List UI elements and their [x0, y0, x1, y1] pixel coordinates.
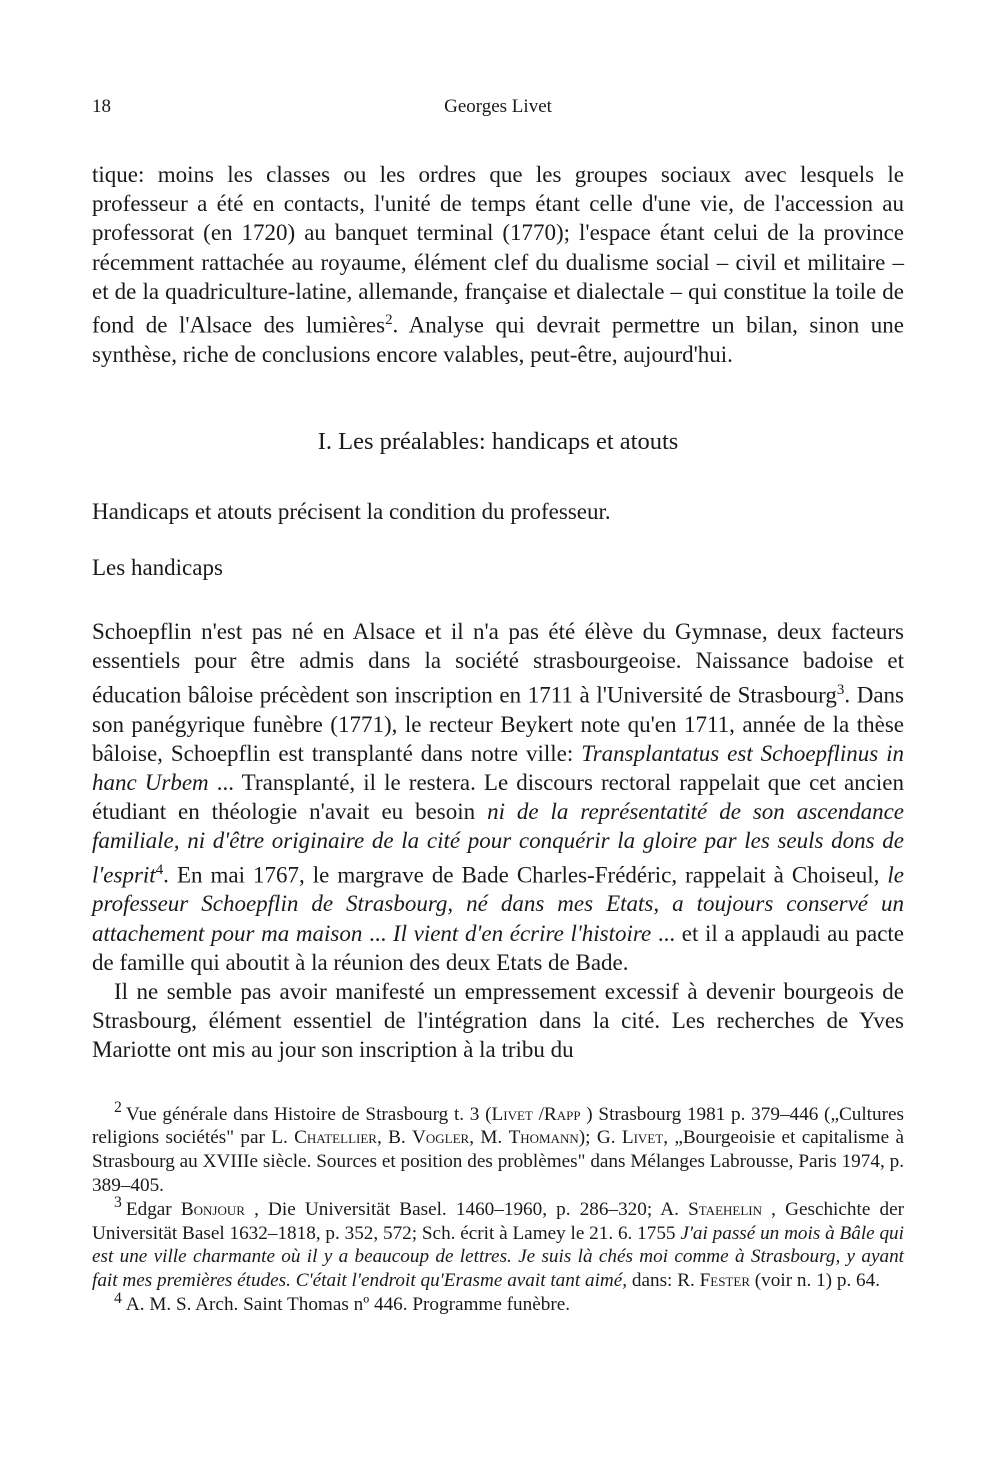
- fn3-quote: J'ai passé un mois à Bâle qui est une ville charmante où il y a beaucoup de lettres. Je suis là chés moi comme à Strasbourg, y ayant fait mes premières études. C'était l'endroit qu'Erasme avait tant aimé,: [92, 1222, 904, 1292]
- footnote-ref-4: 4: [155, 861, 164, 878]
- p1-quote-3: le professeur Schoepflin de Strasbourg, né dans mes Etats, a toujours conservé un attachement pour ma maison: [92, 862, 904, 946]
- p1-quote-2: ni de la représentatité de son ascendance familiale, ni d'être originaire de la cité pour conquérir la gloire par les seuls dons de l'esprit: [92, 799, 904, 888]
- footnotes: [92, 1099, 904, 1317]
- running-header: [92, 96, 904, 126]
- author-name: Fester: [699, 1270, 750, 1292]
- footnote-number-4: 4: [114, 1289, 122, 1307]
- fn3-text: Edgar: [125, 1198, 181, 1220]
- subheading-handicaps: Les handicaps: [92, 555, 223, 581]
- author-name: Rapp: [543, 1103, 581, 1125]
- p1-text-c: ... Transplanté, il le restera. Le discours rectoral rappelait que cet ancien étudiant en théologie n'avait eu besoin: [92, 769, 904, 825]
- p1-text-d: . En mai 1767, le margrave de Bade Charles-Frédéric, rappelait à Choiseul,: [163, 862, 888, 888]
- fn3-text: , Geschichte der Universität Basel 1632–1818, p. 352, 572; Sch. écrit à Lamey le 21. 6. 1755: [92, 1198, 904, 1244]
- footnote-2: [92, 1099, 904, 1198]
- intro-text: tique: moins les classes ou les ordres que les groupes sociaux avec lesquels le professeur a été en contacts, l'unité de temps étant celle d'une vie, de l'accession au professorat (en 1720) au banquet terminal (1770); l'espace étant celui de la province récemment rattachée au royaume, élément clef du dualisme social – civil et militaire – et de la quadriculture-latine, allemande, française et dialectale – qui constitue la toile de fond de l'Alsace des lumières: [92, 162, 904, 338]
- p1-text-f: ... et il a applaudi au pacte de famille qui aboutit à la réunion des deux Etats de Bade.: [92, 920, 905, 975]
- body-text: [92, 160, 904, 1065]
- p1-text-b: . Dans son panégyrique funèbre (1771), le recteur Beykert note qu'en 1711, année de la thèse bâloise, Schoepflin est transplanté dans notre ville:: [92, 682, 904, 766]
- footnote-ref-2: 2: [385, 312, 393, 329]
- p1-text-a: Schoepflin n'est pas né en Alsace et il n'a pas été élève du Gymnase, deux facteurs essentiels pour être admis dans la société strasbourgeoise. Naissance badoise et éducation bâloise précèdent son inscription en 1711 à l'Université de Strasbourg: [92, 619, 904, 708]
- footnote-3: [92, 1194, 904, 1293]
- fn2-text: Vue générale dans Histoire de Strasbourg t. 3 (: [125, 1103, 492, 1125]
- fn2-text: /: [532, 1103, 544, 1125]
- page-number: 18: [92, 96, 111, 117]
- footnote-ref-3: 3: [836, 681, 845, 698]
- running-title: Georges Livet: [444, 96, 552, 117]
- fn3-text: , Die Universität Basel. 1460–1960, p. 286–320; A.: [244, 1198, 689, 1220]
- paragraph-schoepflin: [92, 617, 904, 977]
- p1-quote-1: Transplantatus est Schoepflinus in hanc Urbem: [92, 740, 904, 795]
- author-name: Livet: [621, 1127, 664, 1149]
- author-name: Livet: [491, 1103, 533, 1125]
- p1-text-e: ...: [362, 920, 393, 946]
- handicaps-intro: Handicaps et atouts précisent la condition du professeur.: [92, 499, 611, 525]
- footnote-4: [92, 1289, 904, 1317]
- intro-paragraph: [92, 160, 904, 369]
- page: [92, 96, 904, 1317]
- author-name: Staehelin: [688, 1198, 762, 1220]
- fn2-text: , B.: [376, 1127, 413, 1149]
- section-title: I. Les préalables: handicaps et atouts: [317, 428, 679, 456]
- fn3-text: dans: R.: [627, 1270, 700, 1292]
- footnote-number-3: 3: [114, 1194, 122, 1212]
- fn3-text: (voir n. 1) p. 64.: [750, 1270, 881, 1292]
- footnote-number-2: 2: [114, 1099, 122, 1117]
- author-name: Bonjour: [180, 1198, 245, 1220]
- author-name: Thomann: [508, 1127, 579, 1149]
- fn2-text: , „Bourgeoisie et capitalisme à Strasbourg au XVIIIe siècle. Sources et position des problèmes" dans Mélanges Labrousse, Paris 1974, p. 389–405.: [92, 1127, 904, 1197]
- fn2-text: ) Strasbourg 1981 p. 379–446 („Cultures religions sociétés" par L.: [92, 1103, 904, 1149]
- author-name: Vogler: [412, 1127, 470, 1149]
- fn2-text: ); G.: [578, 1127, 622, 1149]
- fn4-text: A. M. S. Arch. Saint Thomas nº 446. Programme funèbre.: [125, 1294, 571, 1316]
- paragraph-bourgeois: Il ne semble pas avoir manifesté un empressement excessif à devenir bourgeois de Strasbourg, élément essentiel de l'intégration dans la cité. Les recherches de Yves Mariotte ont mis au jour son inscription à la tribu du: [92, 979, 904, 1063]
- fn2-text: , M.: [469, 1127, 509, 1149]
- intro-tail: . Analyse qui devrait permettre un bilan, sinon une synthèse, riche de conclusions encore valables, peut-être, aujourd'hui.: [92, 312, 905, 367]
- p1-quote-4: Il vient d'en écrire l'histoire: [392, 920, 652, 946]
- author-name: Chatellier: [294, 1127, 377, 1149]
